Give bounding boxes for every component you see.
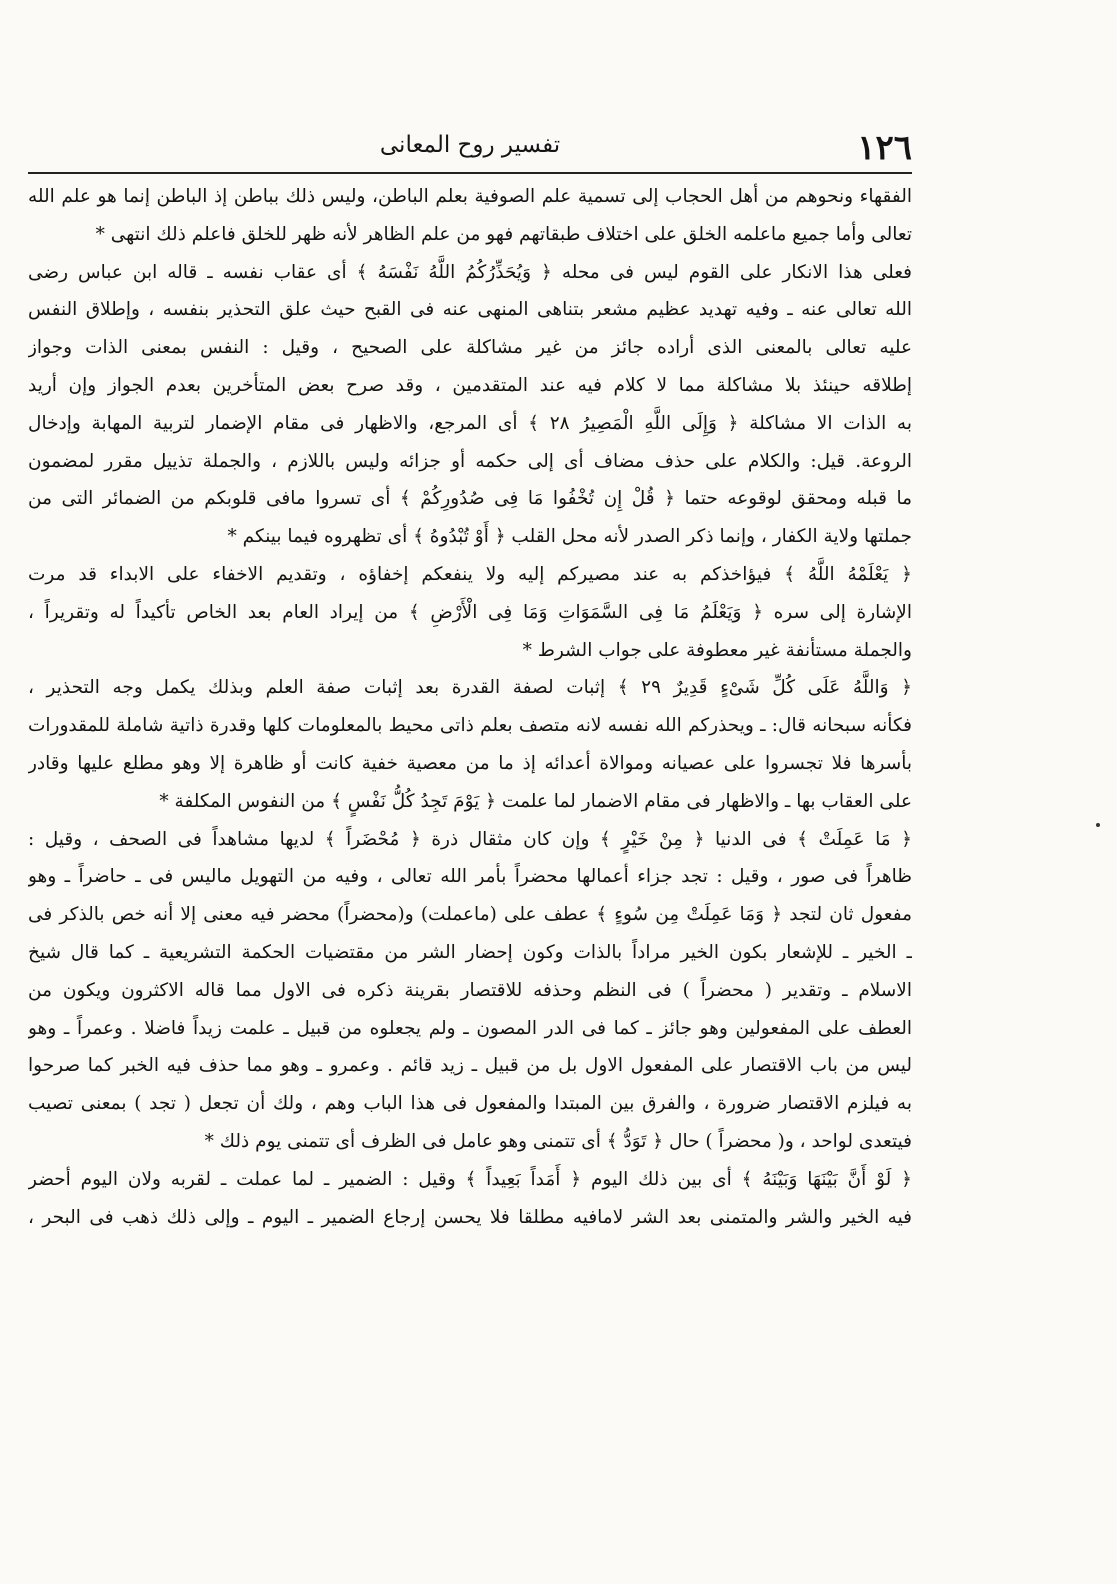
header-rule: [28, 172, 912, 174]
text-line: فكأنه سبحانه قال: ـ ويحذركم الله نفسه لانه متصف بعلم ذاتى محيط بالمعلومات كلها وقدرة ذاتية شاملة للمقدورات: [28, 715, 912, 737]
margin-speck: [1096, 823, 1100, 827]
text-line: فعلى هذا الانكار على القوم ليس فى محله ﴿ وَيُحَذِّرُكُمُ اللَّهُ نَفْسَهُ ﴾ أى عقاب نفسه ـ قاله ابن عباس رضى: [28, 261, 912, 283]
running-title: تفسير روح المعانى: [379, 132, 561, 158]
text-line: ليس من باب الاقتصار على المفعول الاول بل من قبيل ـ زيد قائم . وعمرو ـ وهو مما حذف فيه الخبر كما صرحوا: [28, 1055, 912, 1077]
text-line: فيه الخير والشر والمتمنى بعد الشر لامافيه مطلقا فلا يحسن إرجاع الضمير ـ اليوم ـ وإلى ذلك ذهب فى البحر ،: [28, 1206, 912, 1228]
page-number: ١٢٦: [857, 128, 912, 168]
text-line: ﴿ مَا عَمِلَتْ ﴾ فى الدنيا ﴿ مِنْ خَيْرٍ ﴾ وإن كان مثقال ذرة ﴿ مُحْضَراً ﴾ لديها مشاهداً فى الصحف ، وقيل :: [28, 828, 912, 850]
text-body: [28, 178, 912, 1538]
text-line: على العقاب بها ـ والاظهار فى مقام الاضمار لما علمت ﴿ يَوْمَ تَجِدُ كُلُّ نَفْسٍ ﴾ من النفوس المكلفة *: [159, 790, 912, 812]
text-line: العطف على المفعولين وهو جائز ـ كما فى الدر المصون ـ ولم يجعلوه من قبيل ـ علمت زيداً فاضلا . وعمراً ـ وهو: [28, 1017, 912, 1039]
text-line: الإشارة إلى سره ﴿ وَيَعْلَمُ مَا فِى السَّمَوَاتِ وَمَا فِى الْأَرْضِ ﴾ من إيراد العام بعد الخاص تأكيداً له وتقريراً ،: [28, 601, 912, 623]
text-line: الله تعالى عنه ـ وفيه تهديد عظيم مشعر بتناهى المنهى عنه فى القبح حيث علق التحذير بنفسه ، وإطلاق النفس: [28, 299, 912, 321]
text-line: بأسرها فلا تجسروا على عصيانه وموالاة أعدائه إذ ما من معصية خفية كانت أو ظاهرة إلا وهو مطلع عليها وقادر: [28, 752, 912, 774]
text-line: جملتها ولاية الكفار ، وإنما ذكر الصدر لأنه محل القلب ﴿ أَوْ تُبْدُوهُ ﴾ أى تظهروه فيما بينكم *: [227, 526, 912, 548]
text-line: الفقهاء ونحوهم من أهل الحجاب إلى تسمية علم الصوفية بعلم الباطن، وليس ذلك بباطن إذ الباطن إنما هو علم الله: [28, 186, 912, 207]
text-line: مفعول ثان لتجد ﴿ وَمَا عَمِلَتْ مِن سُوءٍ ﴾ عطف على (ماعملت) و(محضراً) محضر فيه معنى إلا أنه خص بالذكر فى: [28, 904, 912, 926]
text-line: به فيلزم الاقتصار ضرورة ، والفرق بين المبتدا والمفعول فى هذا الباب وهم ، ولك أن تجعل ( تجد ) بمعنى تصيب: [28, 1093, 912, 1115]
text-line: تعالى وأما جميع ماعلمه الخلق على اختلاف طبقاتهم فهو من علم الظاهر لأنه ظهر للخلق فاعلم ذلك انتهى *: [95, 223, 912, 245]
text-line: ـ الخير ـ للإشعار بكون الخير مراداً بالذات وكون إحضار الشر من مقتضيات الحكمة التشريعية ـ كما قال شيخ: [28, 941, 912, 963]
text-line: ﴿ وَاللَّهُ عَلَى كُلِّ شَىْءٍ قَدِيرٌ ٢٩ ﴾ إثبات لصفة القدرة بعد إثبات صفة العلم وبذلك يكمل وجه التحذير ،: [28, 677, 912, 699]
text-line: الروعة. قيل: والكلام على حذف مضاف أى إلى حكمه أو جزائه وليس باللازم ، والجملة تذييل مقرر لمضمون: [28, 450, 912, 472]
text-line: ما قبله ومحقق لوقوعه حتما ﴿ قُلْ إِن تُخْفُوا مَا فِى صُدُورِكُمْ ﴾ أى تسروا مافى قلوبكم من الضمائر التى من: [28, 488, 912, 510]
text-line: الاسلام ـ وتقدير ( محضراً ) فى النظم وحذفه للاقتصار بقرينة ذكره فى الاول مما قاله الاكثرون ويكون من: [28, 979, 912, 1001]
text-line: ﴿ يَعْلَمْهُ اللَّهُ ﴾ فيؤاخذكم به عند مصيركم إليه ولا ينفعكم إخفاؤه ، وتقديم الاخفاء على الابداء قد مرت: [28, 563, 912, 585]
text-line: إطلاقه حينئذ بلا مشاكلة مما لا كلام فيه عند المتقدمين ، وقد صرح بعض المتأخرين بعدم الجواز وإن أريد: [28, 374, 912, 396]
text-line: فيتعدى لواحد ، و( محضراً ) حال ﴿ تَوَدُّ ﴾ أى تتمنى وهو عامل فى الظرف أى تتمنى يوم ذلك *: [204, 1130, 912, 1152]
page-header: [28, 126, 912, 172]
text-line: ﴿ لَوْ أَنَّ بَيْنَهَا وَبَيْنَهُ ﴾ أى بين ذلك اليوم ﴿ أَمَداً بَعِيداً ﴾ وقيل : الضمير ـ لما عملت ـ لقربه ولان اليوم أحضر: [28, 1168, 912, 1190]
text-line: عليه تعالى بالمعنى الذى أراده جائز من غير مشاكلة على الصحيح ، وقيل : النفس بمعنى الذات وجواز: [28, 337, 912, 359]
text-line: والجملة مستأنفة غير معطوفة على جواب الشرط *: [522, 639, 912, 661]
text-line: به الذات الا مشاكلة ﴿ وَإِلَى اللَّهِ الْمَصِيرُ ٢٨ ﴾ أى المرجع، والاظهار فى مقام الإضمار لتربية المهابة وإدخال: [28, 412, 912, 434]
text-line: ظاهراً فى صور ، وقيل : تجد جزاء أعمالها محضراً بأمر الله تعالى ، وفيه من التهويل ماليس فى ـ حاضراً ـ وهو: [28, 866, 912, 888]
